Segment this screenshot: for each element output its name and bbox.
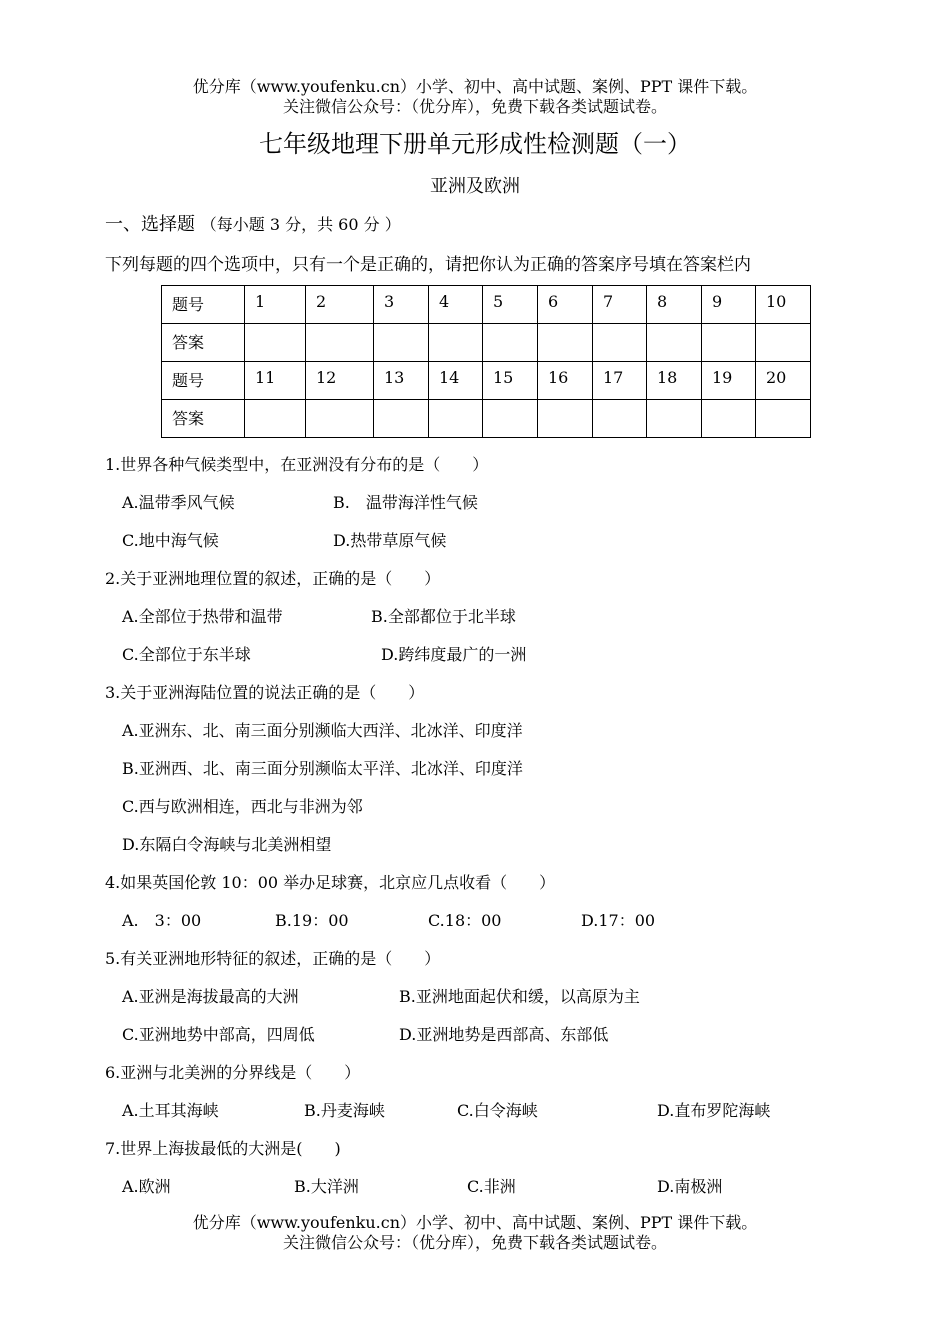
answer-cell[interactable] bbox=[538, 400, 593, 438]
question-2-option-b[interactable]: B.全部都位于北半球 bbox=[371, 607, 516, 626]
table-cell: 14 bbox=[429, 362, 483, 400]
footer-line-2: 关注微信公众号：（优分库），免费下载各类试题试卷。 bbox=[282, 1233, 667, 1252]
table-cell: 11 bbox=[245, 362, 306, 400]
answer-cell[interactable] bbox=[245, 400, 306, 438]
question-7-stem: 7.世界上海拔最低的大洲是( ) bbox=[105, 1139, 341, 1158]
header-line-2: 关注微信公众号：（优分库），免费下载各类试题试卷。 bbox=[282, 97, 667, 116]
answer-cell[interactable] bbox=[429, 324, 483, 362]
question-3-option-d[interactable]: D.东隔白令海峡与北美洲相望 bbox=[122, 835, 332, 854]
section-note: （每小题 3 分，共 60 分 ） bbox=[200, 215, 401, 234]
table-row bbox=[162, 362, 811, 400]
question-6-option-d[interactable]: D.直布罗陀海峡 bbox=[657, 1101, 771, 1120]
section-instruction: 下列每题的四个选项中，只有一个是正确的，请把你认为正确的答案序号填在答案栏内 bbox=[105, 255, 751, 275]
question-1-option-d[interactable]: D.热带草原气候 bbox=[333, 531, 447, 550]
table-row bbox=[162, 324, 811, 362]
footer-line-1: 优分库（www.youfenku.cn）小学、初中、高中试题、案例、PPT 课件下载。 bbox=[192, 1213, 758, 1232]
question-5-option-c[interactable]: C.亚洲地势中部高，四周低 bbox=[122, 1025, 315, 1044]
answer-cell[interactable] bbox=[702, 324, 756, 362]
header-line-1: 优分库（www.youfenku.cn）小学、初中、高中试题、案例、PPT 课件下载。 bbox=[192, 77, 758, 96]
question-4-stem: 4.如果英国伦敦 10：00 举办足球赛，北京应几点收看（ ） bbox=[105, 873, 556, 892]
question-3-option-b[interactable]: B.亚洲西、北、南三面分别濒临太平洋、北冰洋、印度洋 bbox=[122, 759, 523, 778]
table-cell-label: 题号 bbox=[162, 362, 245, 400]
question-3-stem: 3.关于亚洲海陆位置的说法正确的是（ ） bbox=[105, 683, 425, 702]
table-cell: 12 bbox=[306, 362, 374, 400]
question-5-stem: 5.有关亚洲地形特征的叙述，正确的是（ ） bbox=[105, 949, 441, 968]
question-4-option-d[interactable]: D.17：00 bbox=[581, 911, 656, 930]
question-5-option-a[interactable]: A.亚洲是海拔最高的大洲 bbox=[122, 987, 299, 1006]
table-cell: 1 bbox=[245, 286, 306, 324]
question-1-option-a[interactable]: A.温带季风气候 bbox=[122, 493, 235, 512]
answer-cell[interactable] bbox=[374, 324, 429, 362]
question-2-option-d[interactable]: D.跨纬度最广的一洲 bbox=[381, 645, 527, 664]
answer-cell[interactable] bbox=[756, 324, 811, 362]
answer-cell[interactable] bbox=[593, 324, 647, 362]
page-subtitle: 亚洲及欧洲 bbox=[430, 176, 520, 197]
answer-cell[interactable] bbox=[483, 324, 538, 362]
table-cell: 8 bbox=[647, 286, 702, 324]
answer-cell[interactable] bbox=[483, 400, 538, 438]
answer-cell[interactable] bbox=[306, 400, 374, 438]
answer-cell[interactable] bbox=[647, 400, 702, 438]
section-heading bbox=[105, 210, 401, 236]
answer-cell[interactable] bbox=[374, 400, 429, 438]
question-4-option-b[interactable]: B.19：00 bbox=[275, 911, 349, 930]
question-7-option-c[interactable]: C.非洲 bbox=[467, 1177, 516, 1196]
table-cell: 16 bbox=[538, 362, 593, 400]
question-6-option-c[interactable]: C.白令海峡 bbox=[457, 1101, 538, 1120]
answer-cell[interactable] bbox=[702, 400, 756, 438]
question-2-option-c[interactable]: C.全部位于东半球 bbox=[122, 645, 251, 664]
answer-cell[interactable] bbox=[756, 400, 811, 438]
table-cell: 19 bbox=[702, 362, 756, 400]
question-7-option-a[interactable]: A.欧洲 bbox=[122, 1177, 171, 1196]
question-2-stem: 2.关于亚洲地理位置的叙述，正确的是（ ） bbox=[105, 569, 441, 588]
answer-cell[interactable] bbox=[429, 400, 483, 438]
question-3-option-a[interactable]: A.亚洲东、北、南三面分别濒临大西洋、北冰洋、印度洋 bbox=[122, 721, 523, 740]
table-cell: 10 bbox=[756, 286, 811, 324]
table-cell: 6 bbox=[538, 286, 593, 324]
question-6-option-a[interactable]: A.土耳其海峡 bbox=[122, 1101, 219, 1120]
answer-cell[interactable] bbox=[593, 400, 647, 438]
table-cell: 13 bbox=[374, 362, 429, 400]
question-2-option-a[interactable]: A.全部位于热带和温带 bbox=[122, 607, 283, 626]
table-cell-label: 答案 bbox=[162, 400, 245, 438]
question-4-option-a[interactable]: A. 3：00 bbox=[122, 911, 202, 930]
table-cell-label: 题号 bbox=[162, 286, 245, 324]
question-4-option-c[interactable]: C.18：00 bbox=[428, 911, 502, 930]
table-row bbox=[162, 400, 811, 438]
table-cell: 15 bbox=[483, 362, 538, 400]
question-1-option-b[interactable]: B. 温带海洋性气候 bbox=[333, 493, 478, 512]
table-cell: 17 bbox=[593, 362, 647, 400]
question-7-option-b[interactable]: B.大洋洲 bbox=[294, 1177, 359, 1196]
table-cell: 9 bbox=[702, 286, 756, 324]
question-6-stem: 6.亚洲与北美洲的分界线是（ ） bbox=[105, 1063, 361, 1082]
answer-cell[interactable] bbox=[245, 324, 306, 362]
answer-cell[interactable] bbox=[647, 324, 702, 362]
table-cell: 20 bbox=[756, 362, 811, 400]
question-1-stem: 1.世界各种气候类型中，在亚洲没有分布的是（ ） bbox=[105, 455, 489, 474]
section-title: 一、选择题 bbox=[105, 214, 195, 235]
table-cell: 4 bbox=[429, 286, 483, 324]
table-cell: 5 bbox=[483, 286, 538, 324]
answer-cell[interactable] bbox=[306, 324, 374, 362]
answer-table bbox=[161, 285, 811, 438]
table-cell: 7 bbox=[593, 286, 647, 324]
table-cell: 2 bbox=[306, 286, 374, 324]
table-cell: 3 bbox=[374, 286, 429, 324]
table-row bbox=[162, 286, 811, 324]
question-6-option-b[interactable]: B.丹麦海峡 bbox=[304, 1101, 385, 1120]
page-title: 七年级地理下册单元形成性检测题（一） bbox=[259, 130, 691, 158]
question-1-option-c[interactable]: C.地中海气候 bbox=[122, 531, 219, 550]
question-7-option-d[interactable]: D.南极洲 bbox=[657, 1177, 723, 1196]
table-cell: 18 bbox=[647, 362, 702, 400]
answer-cell[interactable] bbox=[538, 324, 593, 362]
question-5-option-d[interactable]: D.亚洲地势是西部高、东部低 bbox=[399, 1025, 609, 1044]
question-5-option-b[interactable]: B.亚洲地面起伏和缓，以高原为主 bbox=[399, 987, 640, 1006]
table-cell-label: 答案 bbox=[162, 324, 245, 362]
question-3-option-c[interactable]: C.西与欧洲相连，西北与非洲为邻 bbox=[122, 797, 363, 816]
